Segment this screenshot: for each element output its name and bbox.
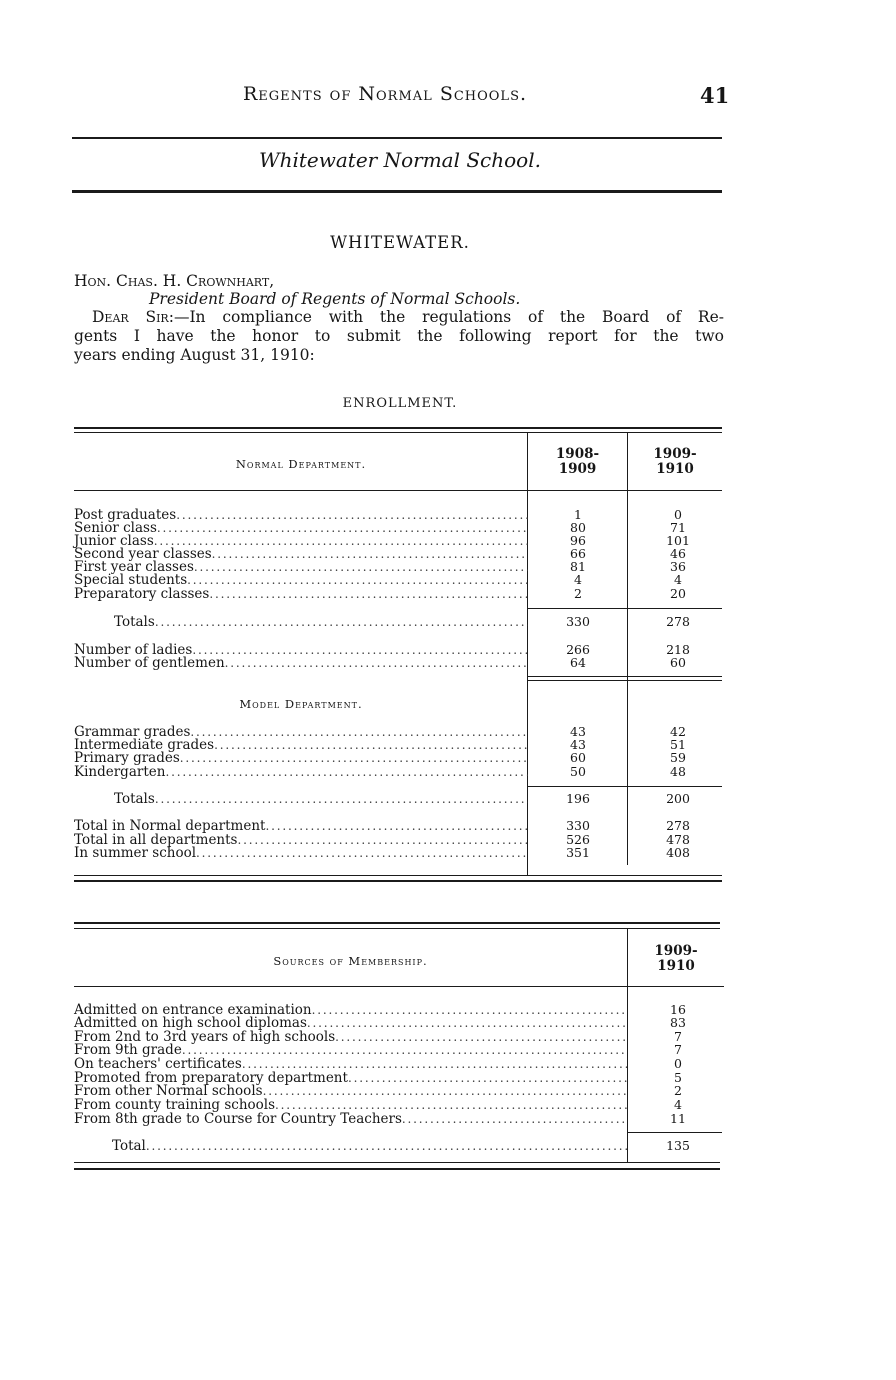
year2-line1: 1909- <box>653 446 697 462</box>
member-top-rule-1 <box>74 922 720 924</box>
row-value-1909: 408 <box>666 845 690 860</box>
member-bottom-rule-2 <box>74 1168 720 1170</box>
row-value-1908: 330 <box>566 818 590 833</box>
dot-leader <box>263 1084 627 1098</box>
row-value-1908: 526 <box>566 832 590 847</box>
row-label: Totals <box>114 614 155 630</box>
membership-header: Sources of Membership. <box>273 954 428 968</box>
dot-leader <box>214 738 528 752</box>
row-label: From county training schools <box>74 1097 276 1113</box>
row-value-1908: 50 <box>570 764 586 779</box>
letter-body-line3: years ending August 31, 1910: <box>74 346 315 364</box>
enroll-bottom-rule-1 <box>74 875 722 876</box>
dot-leader <box>180 751 528 765</box>
table-row <box>74 819 528 833</box>
dot-leader <box>237 833 528 847</box>
row-label: Total in Normal department <box>74 818 266 834</box>
subtotal-rule <box>528 786 722 787</box>
dot-leader <box>155 615 528 629</box>
row-value-1908: 43 <box>570 737 586 752</box>
row-value-1909: 7 <box>674 1042 682 1057</box>
dot-leader <box>209 587 528 601</box>
member-header-rule <box>74 986 724 987</box>
letter-body-line1 <box>92 308 724 326</box>
row-label: Grammar grades <box>74 724 191 740</box>
dot-leader <box>176 508 528 522</box>
dot-leader <box>192 643 528 657</box>
table-row <box>74 656 528 670</box>
dot-leader <box>242 1057 627 1071</box>
year2-header <box>628 447 722 477</box>
dot-leader <box>275 1098 627 1112</box>
membership-year-header <box>628 944 724 974</box>
row-value-1909: 42 <box>670 724 686 739</box>
row-value-1909: 101 <box>666 533 690 548</box>
table-row <box>74 751 528 765</box>
row-value-1908: 2 <box>574 586 582 601</box>
table-row <box>74 846 528 860</box>
membership-year-line1: 1909- <box>654 943 698 959</box>
row-value-1909: 48 <box>670 764 686 779</box>
table-row <box>74 1057 627 1071</box>
row-value-1909: 218 <box>666 642 690 657</box>
row-label: From 2nd to 3rd years of high schools <box>74 1029 336 1045</box>
row-value-1909: 60 <box>670 655 686 670</box>
row-value-1909: 278 <box>666 818 690 833</box>
addressee-name: Hon. Chas. H. Crownhart, <box>74 272 275 290</box>
row-label: Number of ladies <box>74 642 193 658</box>
page-number: 41 <box>700 83 730 108</box>
row-value-1909: 2 <box>674 1083 682 1098</box>
dot-leader <box>335 1030 627 1044</box>
table-row <box>74 587 528 601</box>
row-value-1909: 0 <box>674 507 682 522</box>
row-label: Special students <box>74 572 188 588</box>
member-subtotal-rule <box>628 1132 722 1133</box>
dot-leader <box>187 573 528 587</box>
subtotal-rule <box>528 608 722 609</box>
row-value-1908: 4 <box>574 572 582 587</box>
row-value-1909: 46 <box>670 546 686 561</box>
total-value-1909: 278 <box>666 614 690 629</box>
row-label: Intermediate grades <box>74 737 215 753</box>
member-top-rule-2 <box>74 928 720 929</box>
table-row <box>74 1098 627 1112</box>
row-label: Number of gentlemen <box>74 655 225 671</box>
letter-addressee <box>74 272 724 290</box>
table-row <box>74 1043 627 1057</box>
member-bottom-rule-1 <box>74 1162 720 1163</box>
dot-leader <box>312 1003 627 1017</box>
totals-row <box>74 615 528 629</box>
dot-leader <box>402 1112 627 1126</box>
dot-leader <box>225 656 528 670</box>
row-label: Admitted on entrance examination <box>74 1002 312 1018</box>
membership-year-line2: 1910 <box>657 958 695 974</box>
section-rule-1 <box>528 676 722 677</box>
row-value-1908: 96 <box>570 533 586 548</box>
dot-leader <box>307 1016 627 1030</box>
row-label: Total <box>112 1138 146 1154</box>
letter-position: President Board of Regents of Normal Schools. <box>149 290 521 308</box>
row-value-1909: 20 <box>670 586 686 601</box>
row-label: Total in all departments <box>74 832 238 848</box>
enroll-header-rule <box>74 490 722 491</box>
enroll-top-rule-2 <box>74 432 722 433</box>
row-label: From 8th grade to Course for Country Teachers <box>74 1111 402 1127</box>
normal-department-header: Normal Department. <box>235 457 367 471</box>
total-value-1909: 135 <box>666 1138 690 1153</box>
row-label: In summer school <box>74 845 197 861</box>
dot-leader <box>157 521 528 535</box>
header-rule-top <box>72 137 722 139</box>
totals-row <box>74 792 528 806</box>
table-row <box>74 765 528 779</box>
dot-leader <box>182 1043 627 1057</box>
row-value-1908: 66 <box>570 546 586 561</box>
letter-body-line2: gents I have the honor to submit the following report for the two <box>74 327 724 345</box>
table-row <box>74 1112 627 1126</box>
year1-line1: 1908- <box>555 446 600 462</box>
salutation: Dear Sir: <box>92 308 174 326</box>
row-label: Admitted on high school diplomas <box>74 1015 307 1031</box>
school-subtitle: Whitewater Normal School. <box>259 148 541 172</box>
totals-row <box>74 1139 627 1153</box>
row-label: Second year classes <box>74 546 212 562</box>
enrollment-title: ENROLLMENT. <box>342 396 458 411</box>
row-value-1908: 1 <box>574 507 582 522</box>
total-value-1908: 196 <box>566 791 590 806</box>
row-value-1909: 5 <box>674 1070 682 1085</box>
row-label: On teachers' certificates <box>74 1056 242 1072</box>
enroll-bottom-rule-2 <box>74 880 722 882</box>
row-label: Totals <box>114 791 155 807</box>
dot-leader <box>155 792 528 806</box>
year2-line2: 1910 <box>656 461 694 477</box>
table-row <box>74 1084 627 1098</box>
total-value-1909: 200 <box>666 791 690 806</box>
row-label: Senior class <box>74 520 157 536</box>
dot-leader <box>146 1139 627 1153</box>
row-value-1909: 4 <box>674 1097 682 1112</box>
row-value-1909: 7 <box>674 1029 682 1044</box>
dot-leader <box>348 1071 627 1085</box>
year1-line2: 1909 <box>558 461 597 477</box>
row-value-1908: 60 <box>570 750 586 765</box>
table-row <box>74 1016 627 1030</box>
place-heading: WHITEWATER. <box>330 233 470 252</box>
letter-line1-text: —In compliance with the regulations of the Board of Re- <box>173 308 725 326</box>
section-rule-2 <box>528 680 722 681</box>
row-value-1909: 0 <box>674 1056 682 1071</box>
row-label: Post graduates <box>74 507 177 523</box>
model-department-header: Model Department. <box>239 697 363 711</box>
total-value-1908: 330 <box>566 614 590 629</box>
header-rule-bottom <box>72 190 722 193</box>
row-label: Kindergarten <box>74 764 166 780</box>
row-value-1908: 266 <box>566 642 590 657</box>
row-value-1909: 59 <box>670 750 686 765</box>
row-value-1908: 351 <box>566 845 590 860</box>
row-value-1908: 64 <box>570 655 586 670</box>
row-label: From 9th grade <box>74 1042 182 1058</box>
row-label: Preparatory classes <box>74 586 210 602</box>
table-row <box>74 573 528 587</box>
row-value-1909: 83 <box>670 1015 686 1030</box>
row-value-1908: 81 <box>570 559 586 574</box>
row-value-1909: 16 <box>670 1002 686 1017</box>
row-label: Junior class <box>74 533 154 549</box>
row-value-1908: 80 <box>570 520 586 535</box>
dot-leader <box>265 819 528 833</box>
running-title: Regents of Normal Schools. <box>243 83 528 105</box>
row-label: Promoted from preparatory department <box>74 1070 348 1086</box>
enroll-vline-2 <box>627 433 628 865</box>
dot-leader <box>212 547 528 561</box>
dot-leader <box>190 725 528 739</box>
row-label: Primary grades <box>74 750 180 766</box>
dot-leader <box>196 846 528 860</box>
row-value-1909: 4 <box>674 572 682 587</box>
row-value-1909: 478 <box>666 832 690 847</box>
row-value-1909: 36 <box>670 559 686 574</box>
year1-header <box>528 447 627 477</box>
row-label: From other Normal schools <box>74 1083 263 1099</box>
row-value-1908: 43 <box>570 724 586 739</box>
dot-leader <box>165 765 528 779</box>
row-value-1909: 51 <box>670 737 686 752</box>
row-label: First year classes <box>74 559 194 575</box>
row-value-1909: 71 <box>670 520 686 535</box>
enroll-top-rule-1 <box>74 427 722 429</box>
row-value-1909: 11 <box>670 1111 686 1126</box>
dot-leader <box>194 560 528 574</box>
